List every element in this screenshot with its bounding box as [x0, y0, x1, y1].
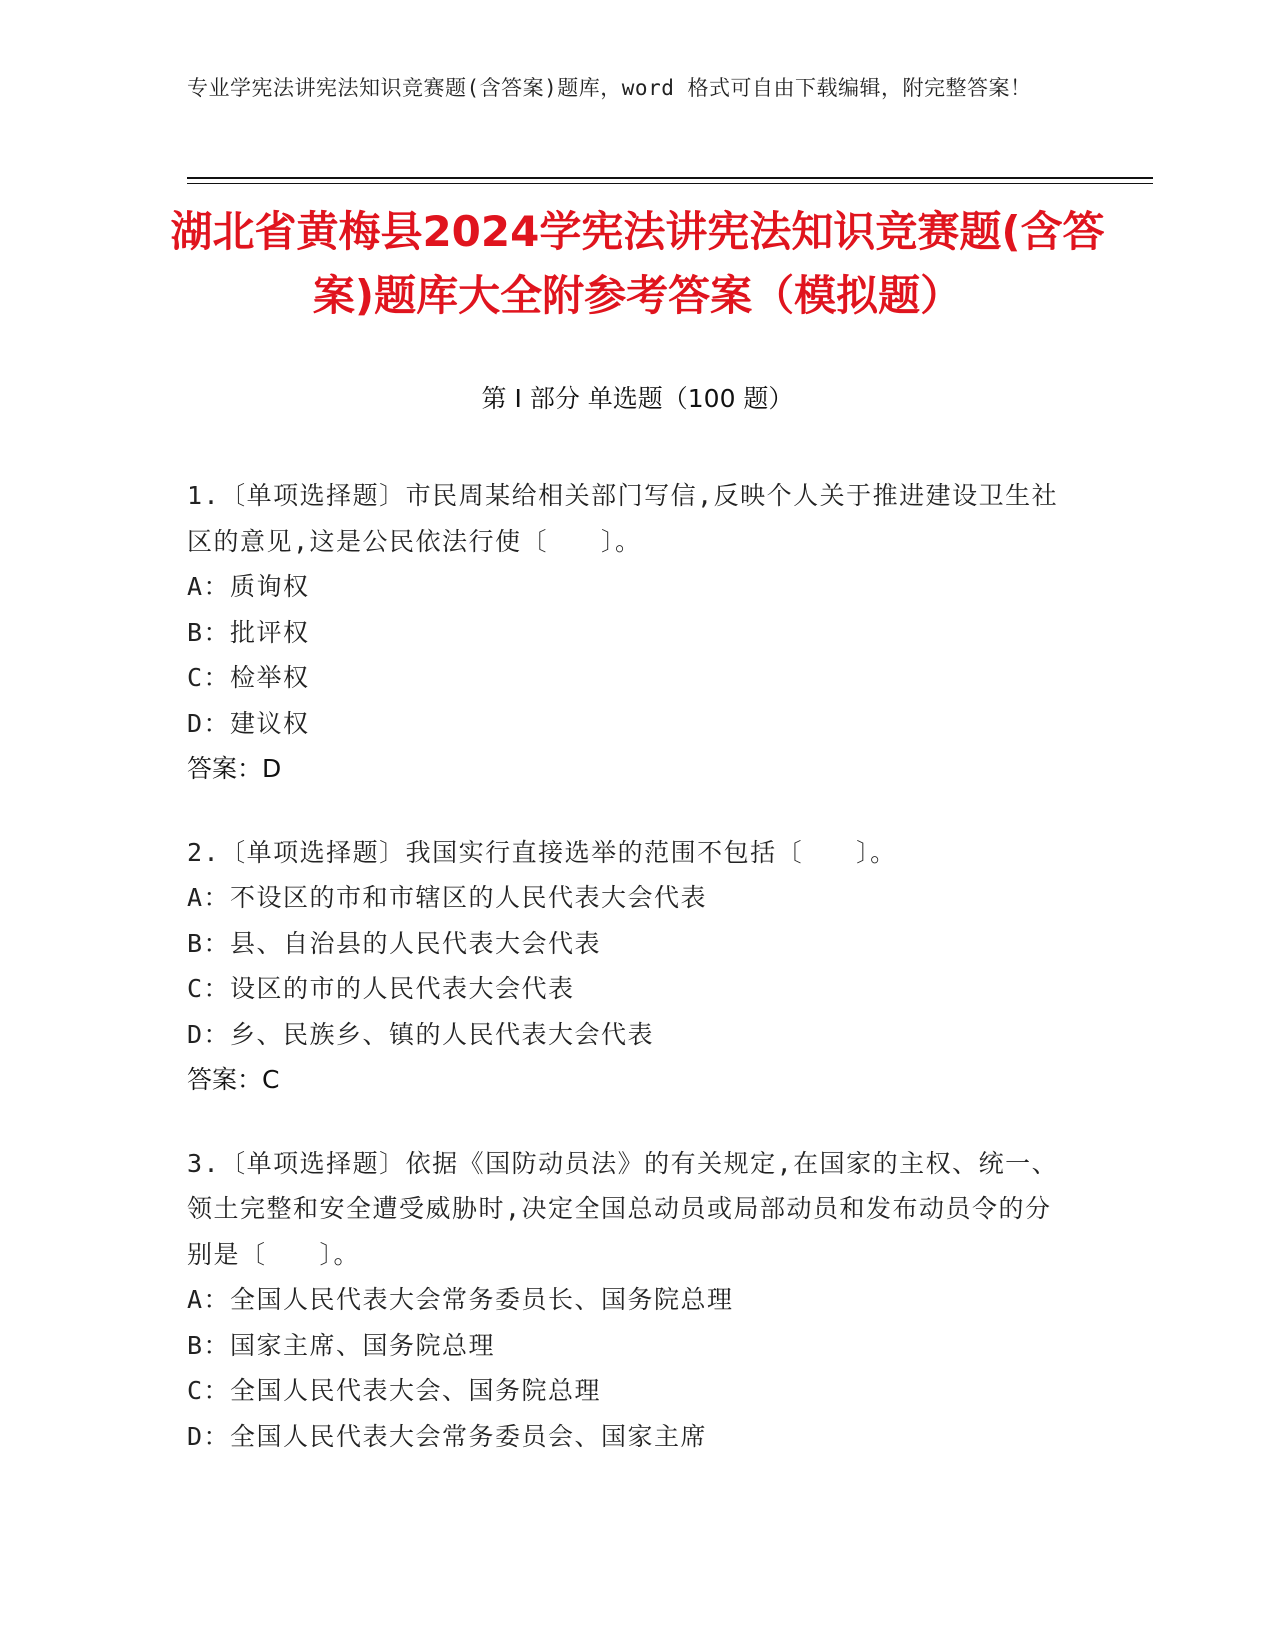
- question-stem: 3.〔单项选择题〕依据《国防动员法》的有关规定,在国家的主权、统一、领土完整和安全遭受威胁时,决定全国总动员或局部动员和发布动员令的分别是〔 〕。: [187, 1148, 1059, 1269]
- option-c: C：设区的市的人民代表大会代表: [187, 974, 575, 1003]
- option-b: B：县、自治县的人民代表大会代表: [187, 928, 602, 958]
- question-3: [187, 1141, 1077, 1460]
- option-a: A：质询权: [187, 572, 310, 601]
- question-list: [187, 473, 1077, 1497]
- question-1: [187, 473, 1077, 792]
- section-heading: 第 I 部分 单选题（100 题）: [481, 384, 794, 413]
- option-c: C：全国人民代表大会、国务院总理: [187, 1376, 602, 1405]
- option-d: D：建议权: [187, 708, 310, 738]
- header-divider-thin: [187, 183, 1153, 184]
- option-b: B：批评权: [187, 617, 310, 647]
- option-a: A：全国人民代表大会常务委员长、国务院总理: [187, 1285, 734, 1314]
- option-b: B：国家主席、国务院总理: [187, 1330, 496, 1360]
- document-title: 湖北省黄梅县2024学宪法讲宪法知识竞赛题(含答案)题库大全附参考答案（模拟题）: [170, 207, 1105, 320]
- option-a: A：不设区的市和市辖区的人民代表大会代表: [187, 883, 708, 912]
- question-2: [187, 830, 1077, 1103]
- header-note: 专业学宪法讲宪法知识竞赛题(含答案)题库，word 格式可自由下载编辑，附完整答案！: [187, 76, 1032, 100]
- option-c: C：检举权: [187, 663, 310, 692]
- question-stem: 2.〔单项选择题〕我国实行直接选举的范围不包括〔 〕。: [187, 837, 897, 867]
- question-stem: 1.〔单项选择题〕市民周某给相关部门写信,反映个人关于推进建设卫生社区的意见,这是公民依法行使〔 〕。: [187, 481, 1059, 556]
- header-divider-thick: [187, 177, 1153, 179]
- answer: 答案：D: [187, 754, 282, 783]
- answer: 答案：C: [187, 1065, 280, 1094]
- option-d: D：乡、民族乡、镇的人民代表大会代表: [187, 1019, 655, 1049]
- option-d: D：全国人民代表大会常务委员会、国家主席: [187, 1421, 708, 1451]
